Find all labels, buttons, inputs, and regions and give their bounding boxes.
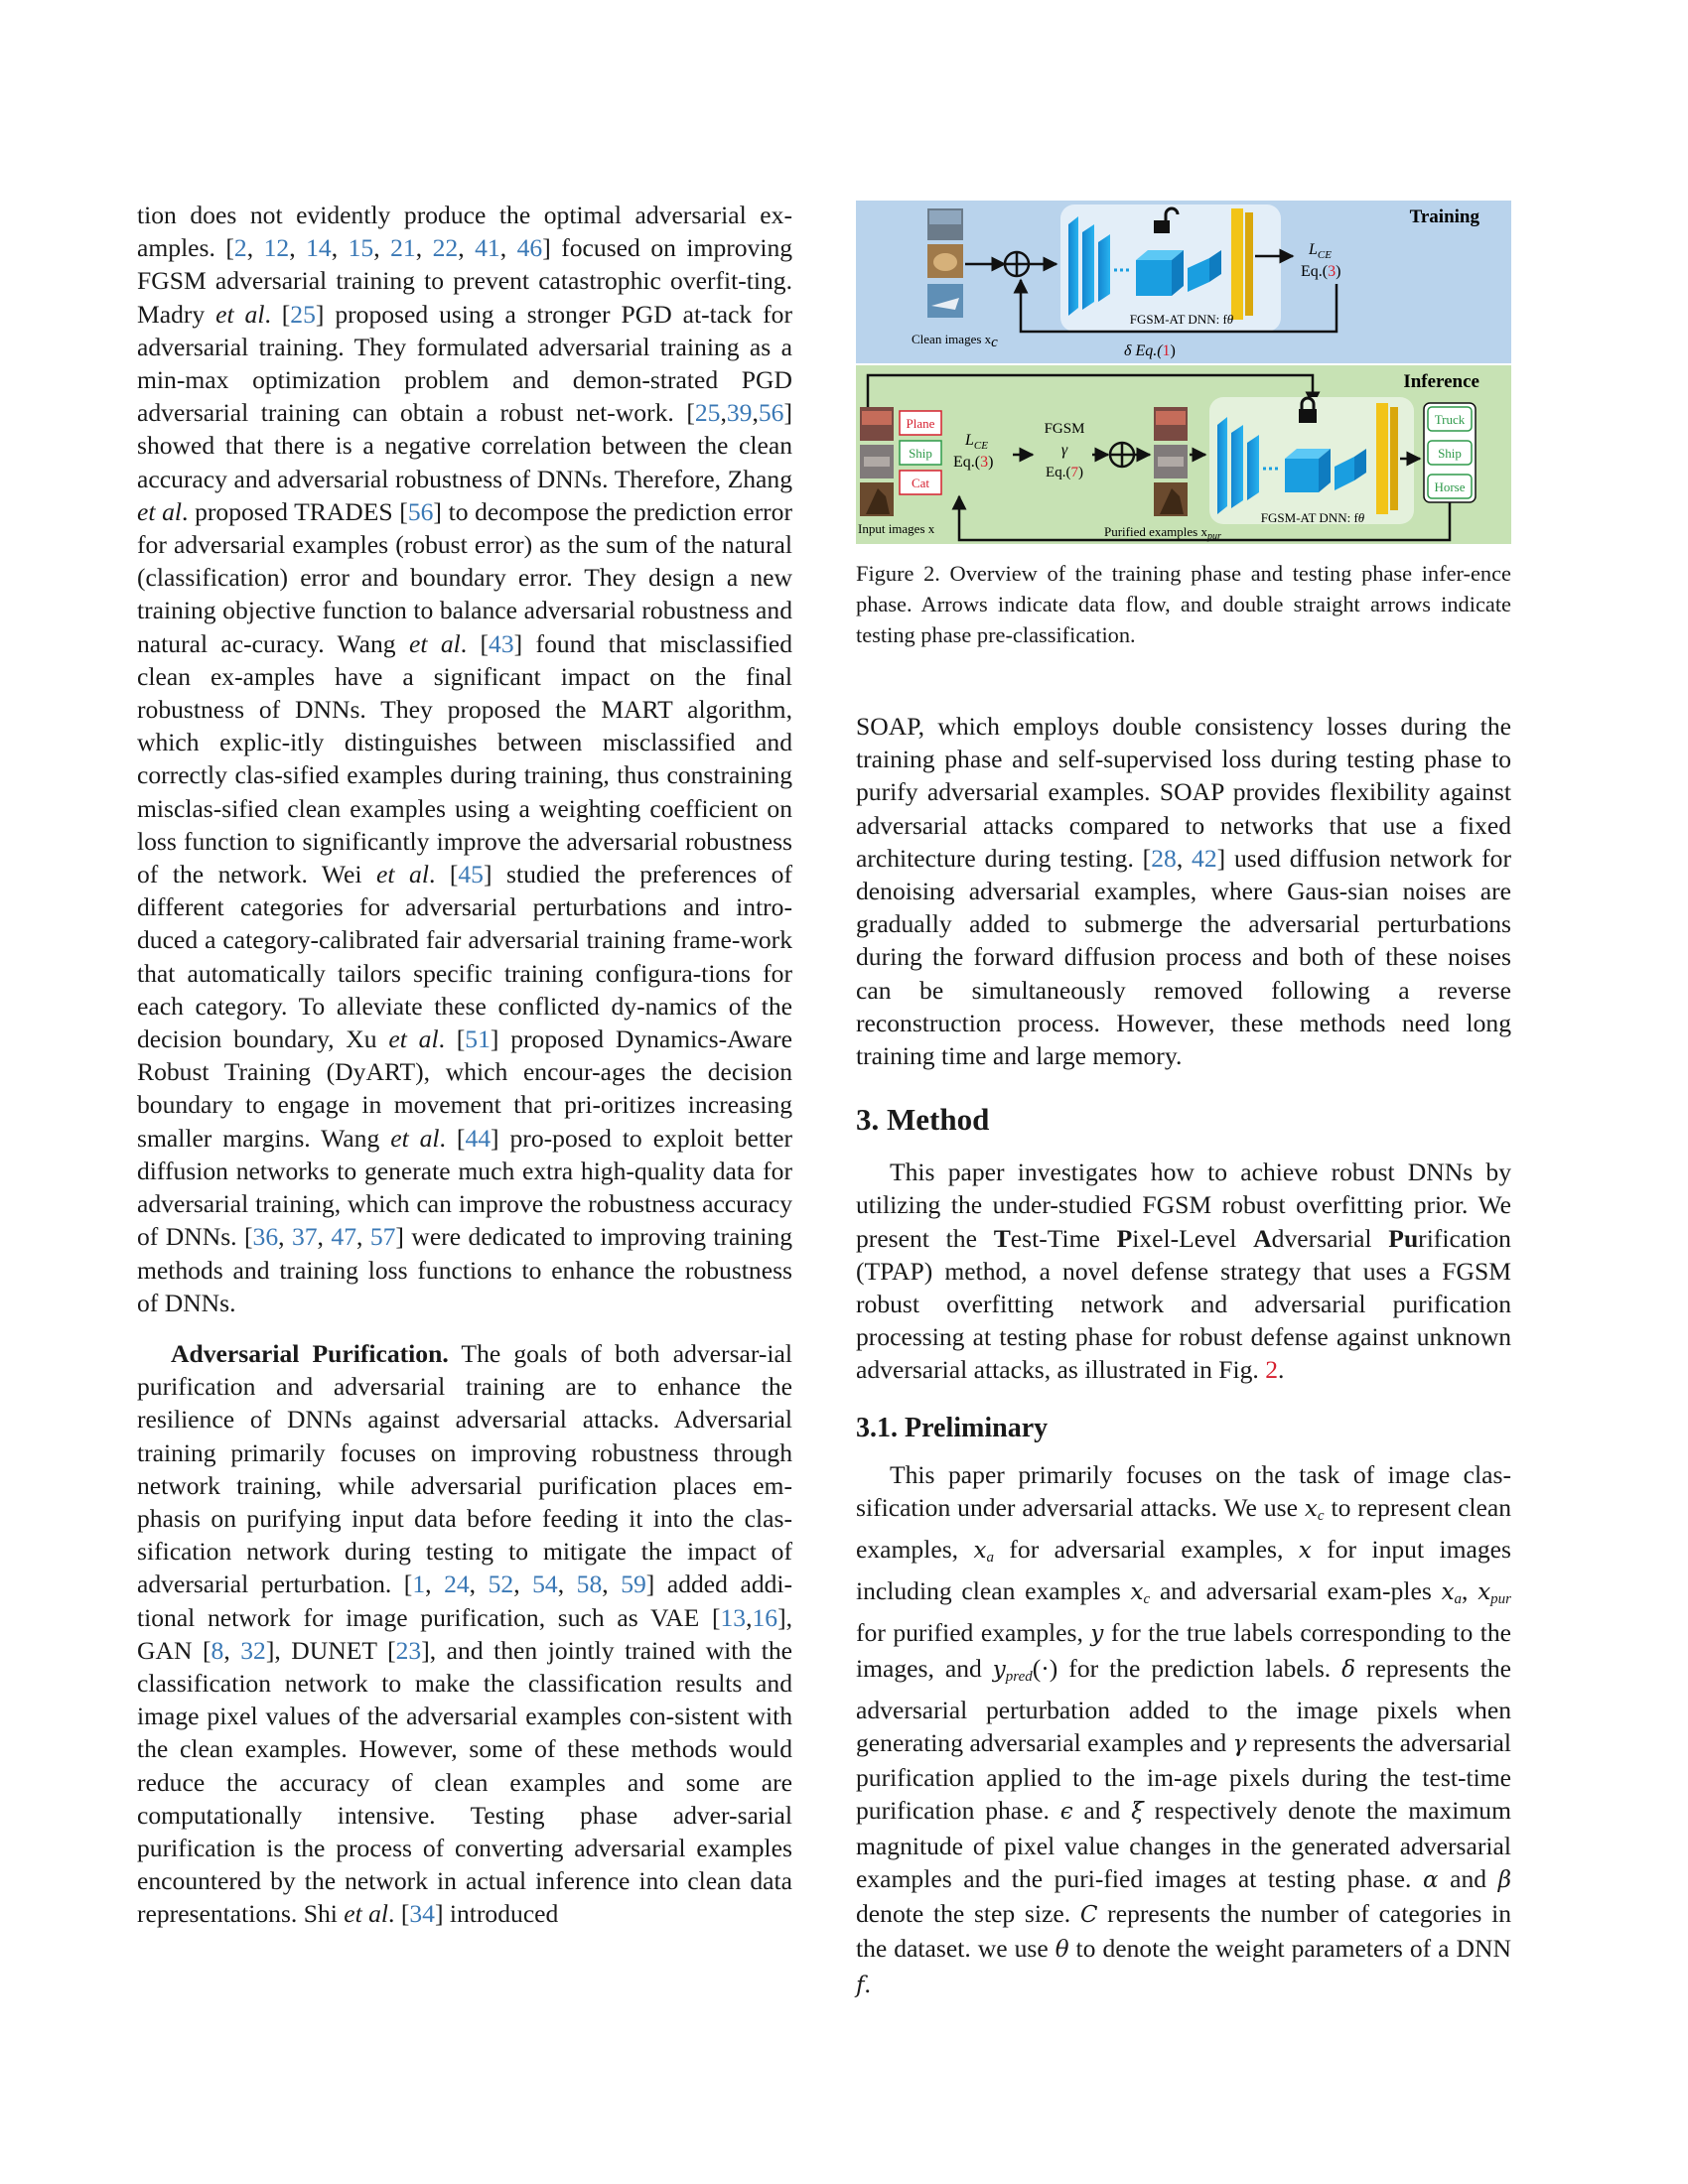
gamma-label: γ [1060, 442, 1068, 459]
svg-text:Truck: Truck [1434, 412, 1466, 427]
adversarial-purification-paragraph: Adversarial Purification. The goals of both adversar-ial purification and adversarial training are to enhance the resilience of DNNs against adversarial attacks. Adversarial training primarily focuses on improving robustness through network training, while adversarial purification places em-phasis on purifying input data before feeding it into the clas-sification network during testing to mitigate the impact of adversarial perturbation. [1, 24, 52, 54, 58, 59] added addi-tional network for image purification, such as VAE [13,16], GAN [8, 32], DUNET [23], and then jointly trained with the classification network to make the classification results and image pixel values of the adversarial examples con-sistent with the clean examples. However, some of these methods would reduce the accuracy of clean examples and some are computationally intensive. Testing phase adver-sarial purification is the process of converting adversarial examples encountered by the network in actual inference into clean data representations. Shi et al. [34] introduced [137, 1338, 793, 1929]
svg-text:Plane: Plane [906, 416, 935, 431]
svg-text:Horse: Horse [1434, 479, 1466, 494]
inference-loss-label: $L_{CE}$ [965, 432, 988, 452]
figure-caption: Figure 2. Overview of the training phase and testing phase infer-ence phase. Arrows indicate data flow, and double straight arrows indicate testing phase pre-classification. [856, 561, 1511, 647]
citation[interactable]: 28 [1151, 843, 1177, 873]
output-prediction-labels [1424, 403, 1476, 502]
training-loss-label: $L_{CE}$ [1309, 241, 1332, 261]
clean-images-label: Clean images xc [912, 332, 998, 350]
citation[interactable]: 54 [532, 1570, 558, 1599]
inference-network-label: FGSM-AT DNN: fθ [1260, 510, 1365, 525]
caption-label: Figure 2. [856, 561, 940, 586]
right-column [856, 199, 1511, 2002]
svg-text:Cat: Cat [911, 476, 930, 490]
citation[interactable]: 12 [263, 233, 290, 263]
soap-paragraph: SOAP, which employs double consistency losses during the training phase and self-supervised loss during testing phase to purify adversarial examples. SOAP provides flexibility against adversarial attacks compared to networks that use a fixed architecture during testing. [28, 42] used diffusion network for denoising adversarial examples, where Gaus-sian noises are gradually added to submerge the adversarial perturbations during the forward diffusion process and both of these noises can be simultaneously removed following a reverse reconstruction process. However, these methods need long training time and large memory. [856, 712, 1511, 1071]
citation[interactable]: 57 [369, 1222, 396, 1252]
citation[interactable]: 59 [621, 1570, 646, 1599]
citation[interactable]: 2 [233, 233, 247, 263]
citation[interactable]: 15 [348, 233, 374, 263]
purified-image-thumbnails [1154, 407, 1188, 516]
citation[interactable]: 23 [395, 1635, 422, 1665]
citation[interactable]: 41 [475, 233, 500, 263]
citation[interactable]: 44 [465, 1123, 492, 1153]
preliminary-paragraph: This paper primarily focuses on the task of image clas-sification under adversarial attacks. We use $x_c$ to represent clean examples, $x_a$ for adversarial examples, x for input images including clean examples $x_c$ and adversarial exam-ples $x_a$, $x_{pur}$ for purified examples, y for the true labels corresponding to the images, and $y_{pred}(\cdot)$ for the prediction labels. δ represents the adversarial perturbation added to the image pixels when generating adversarial examples and γ represents the adversarial purification applied to the im-age pixels during the test-time purification phase. ϵ and ξ respectively denote the maximum magnitude of pixel value changes in the generated adversarial examples and the puri-fied images at testing phase. α and β denote the step size. C represents the number of categories in the dataset. we use θ to denote the weight parameters of a DNN f. [856, 1459, 1512, 1998]
citation[interactable]: 58 [576, 1570, 603, 1599]
figure-2 [856, 199, 1511, 544]
inference-label: Inference [1403, 371, 1479, 392]
citation[interactable]: 32 [240, 1635, 266, 1665]
citation[interactable]: 56 [407, 496, 434, 526]
section-heading: 3. Method [856, 1102, 990, 1138]
training-label: Training [1409, 206, 1479, 227]
citation[interactable]: 56 [758, 398, 784, 428]
training-network-label: FGSM-AT DNN: fθ [1129, 312, 1234, 327]
citation[interactable]: 25 [694, 398, 721, 428]
input-prediction-labels [900, 411, 941, 494]
training-loss-eq: Eq.(3) [1301, 263, 1341, 280]
citation[interactable]: 51 [465, 1024, 491, 1054]
pipeline-diagram [856, 199, 1511, 544]
related-work-paragraph: tion does not evidently produce the optimal adversarial ex-amples. [2, 12, 14, 15, 21, 22, 41, 46] focused on improving FGSM adversarial training to prevent catastrophic overfit-ting. Madry et al. [25] proposed using a stronger PGD at-tack for adversarial training. They formulated adversarial training as a min-max optimization problem and demon-strated PGD adversarial training can obtain a robust net-work. [25,39,56] showed that there is a negative correlation between the clean accuracy and adversarial robustness of DNNs. Therefore, Zhang et al. proposed TRADES [56] to decompose the prediction error for adversarial examples (robust error) as the sum of the natural (classification) error and boundary error. They design a new training objective function to balance adversarial robustness and natural ac-curacy. Wang et al. [43] found that misclassified clean ex-amples have a significant impact on the final robustness of DNNs. They proposed the MART algorithm, which explic-itly distinguishes between misclassified and correctly clas-sified examples during training, thus constraining misclas-sified clean examples using a weighting coefficient on loss function to significantly improve the adversarial robustness of the network. Wei et al. [45] studied the preferences of different categories for adversarial perturbations and intro-duced a category-calibrated fair adversarial training frame-work that automatically tailors specific training configura-tions for each category. To alleviate these conflicted dy-namics of the decision boundary, Xu et al. [51] proposed Dynamics-Aware Robust Training (DyART), which encour-ages the decision boundary to engage in movement that pri-oritizes increasing smaller margins. Wang et al. [44] pro-posed to exploit better diffusion networks to generate much extra high-quality data for adversarial training, which can improve the robustness accuracy of DNNs. [36, 37, 47, 57] were dedicated to improving training methods and training loss functions to enhance the robustness of DNNs. [137, 201, 793, 1317]
input-image-thumbnails [860, 407, 894, 516]
citation[interactable]: 46 [516, 233, 543, 263]
method-paragraph: This paper investigates how to achieve robust DNNs by utilizing the under-studied FGSM robust overfitting prior. We present the Test-Time Pixel-Level Adversarial Purification (TPAP) method, a novel defense strategy that uses a FGSM robust overfitting network and adversarial purification processing at testing phase for robust defense against unknown adversarial attacks, as illustrated in Fig. 2. [856, 1158, 1511, 1385]
citation[interactable]: 39 [726, 398, 753, 428]
citation[interactable]: 8 [211, 1635, 224, 1665]
inference-loss-eq: Eq.(3) [953, 454, 994, 471]
input-images-label: Input images x [858, 521, 935, 536]
citation[interactable]: 22 [432, 233, 459, 263]
citation[interactable]: 13 [720, 1602, 747, 1632]
citation[interactable]: 42 [1192, 843, 1217, 873]
figure-reference[interactable]: 2 [1265, 1355, 1279, 1385]
svg-text:Ship: Ship [1438, 446, 1462, 461]
citation[interactable]: 45 [458, 860, 484, 889]
citation[interactable]: 25 [290, 299, 316, 329]
purified-examples-label: Purified examples $x_{pur}$ [1104, 524, 1221, 542]
citation[interactable]: 21 [390, 233, 416, 263]
subsection-heading: 3.1. Preliminary [856, 1412, 1049, 1443]
citation[interactable]: 52 [488, 1570, 514, 1599]
citation[interactable]: 47 [331, 1222, 356, 1252]
citation[interactable]: 43 [489, 628, 514, 658]
clean-image-thumbnails [927, 208, 963, 318]
delta-eq-label: δ Eq.(1) [1124, 342, 1176, 359]
citation[interactable]: 1 [412, 1570, 426, 1599]
citation[interactable]: 34 [409, 1899, 435, 1929]
citation[interactable]: 14 [306, 233, 332, 263]
citation[interactable]: 24 [444, 1570, 470, 1599]
left-column [137, 199, 792, 1931]
fgsm-eq: Eq.(7) [1046, 465, 1083, 480]
citation[interactable]: 37 [291, 1222, 318, 1252]
fgsm-label: FGSM [1044, 421, 1085, 437]
svg-text:Ship: Ship [909, 446, 932, 461]
citation[interactable]: 36 [252, 1222, 279, 1252]
paragraph-heading: Adversarial Purification. [171, 1338, 449, 1368]
citation[interactable]: 16 [752, 1602, 778, 1632]
